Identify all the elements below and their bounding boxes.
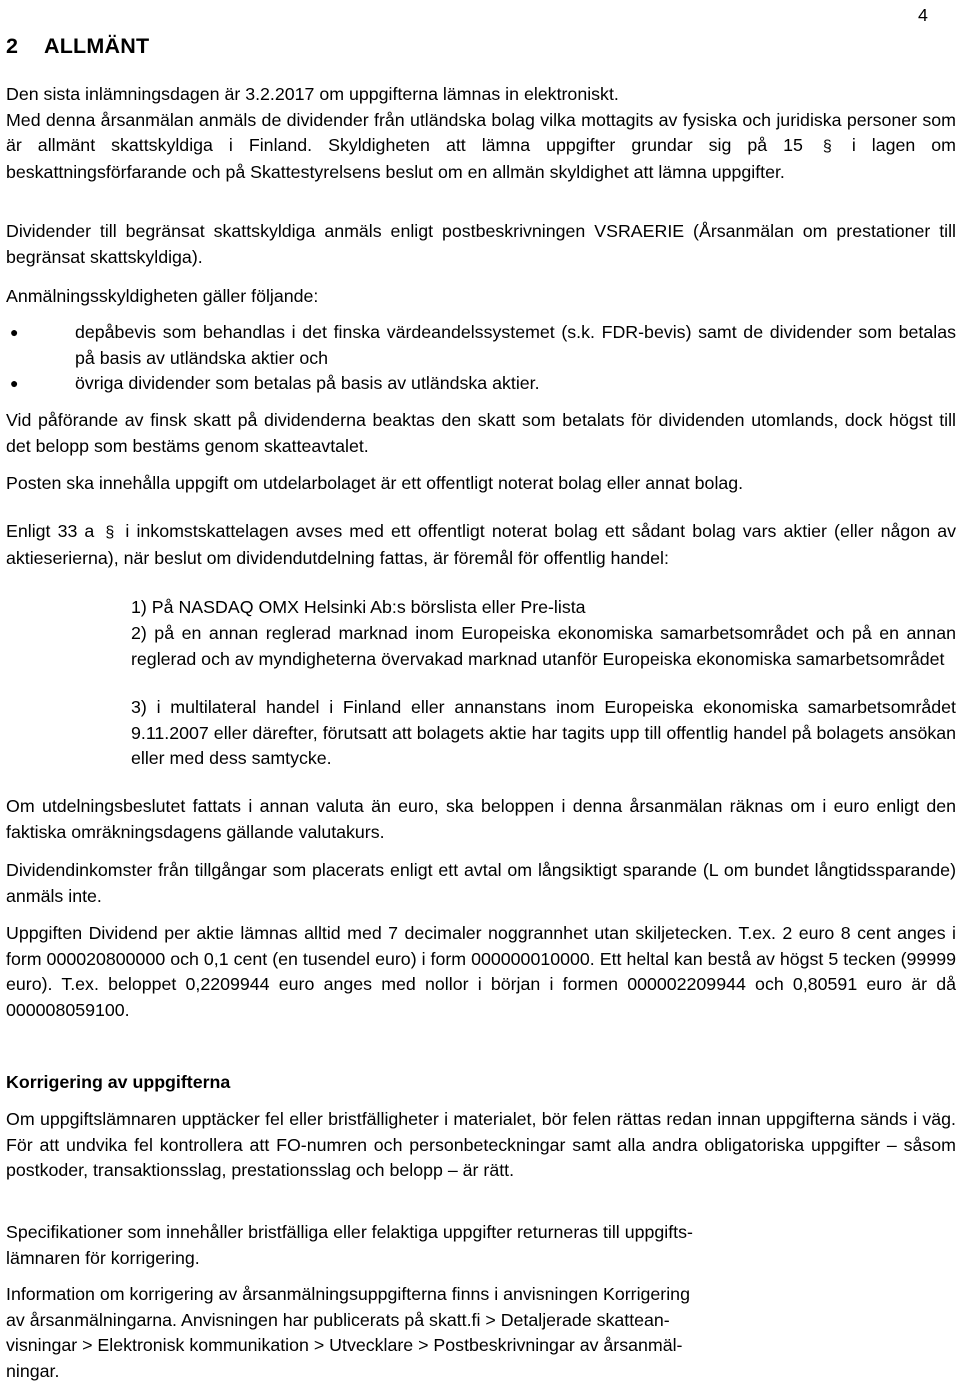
subheading-korrigering: Korrigering av uppgifterna — [6, 1072, 231, 1092]
page-number: 4 — [918, 5, 928, 25]
paragraph-dividend-per-aktie: Uppgiften Dividend per aktie lämnas alltid med 7 decimaler noggrannhet utan skiljetecken. T.ex. 2 euro 8 cent anges i form 000020800000 och 0,1 cent (en tusendel euro) i form 000000010000. Ett heltal kan bestå av högst 5 tecken (99999 euro). T.ex. beloppet 0,2209944 euro anges med nollor i början i formen 000002209944 och 0,80591 euro är då 000008059100. — [6, 923, 956, 1020]
paragraph-skatteavtal: Vid påförande av finsk skatt på dividenderna beaktas den skatt som betalats för dividenden utomlands, dock högst till det belopp som bestäms genom skatteavtalet. — [6, 410, 956, 456]
paragraph-posten: Posten ska innehålla uppgift om utdelarbolaget är ett offentligt noterat bolag eller annat bolag. — [6, 473, 744, 493]
obligation-bullet-list — [6, 320, 956, 397]
paragraph-inkomstskattelagen: Enligt 33 a § i inkomstskattelagen avses med ett offentligt noterat bolag ett sådant bolag vars aktier (eller någon av aktieserierna), när beslut om dividendutdelning fattas, är föremål för offentlig handel: — [6, 521, 956, 568]
enum-item: 1) På NASDAQ OMX Helsinki Ab:s börslista eller Pre-lista — [131, 597, 586, 617]
paragraph-langtidssparande: Dividendinkomster från tillgångar som placerats enligt ett avtal om långsiktigt sparande (L om bundet långtidssparande) anmäls inte. — [6, 860, 956, 906]
paragraph-dividender: Dividender till begränsat skattskyldiga anmäls enligt postbeskrivningen VSRAERIE (Årsanmälan om prestationer till begränsat skattskyldiga). — [6, 221, 956, 267]
paragraph-valuta: Om utdelningsbeslutet fattats i annan valuta än euro, ska beloppen i denna årsanmälan räknas om i euro enligt den faktiska omräkningsdagens gällande valutakurs. — [6, 796, 956, 842]
paragraph-information: Information om korrigering av årsanmälningsuppgifterna finns i anvisningen Korrigering av årsanmälningarna. Anvisningen har publicerats på skatt.fi > Detaljerade skattean- visningar > Elektronisk kommunikation > Utvecklare > Postbeskrivningar av årsanmäl- ningar. — [6, 1284, 690, 1381]
section-heading — [6, 34, 149, 60]
rule-glyph-bullet: ● — [10, 324, 19, 340]
deadline-line: Den sista inlämningsdagen är 3.2.2017 om uppgifterna lämnas in elektroniskt. — [6, 84, 619, 104]
rule-glyph-bullet: ● — [10, 375, 19, 391]
list-item: ● övriga dividender som betalas på basis av utländska aktier. — [6, 371, 956, 397]
intro-paragraph — [6, 82, 956, 185]
enum-item: 2) på en annan reglerad marknad inom Europeiska ekonomiska samarbetsområdet och på en annan reglerad och av myndigheterna övervakad marknad utanför Europeiska ekonomiska samarbetsområdet — [131, 623, 956, 669]
obligation-text: Med denna årsanmälan anmäls de dividender från utländska bolag vilka mottagits av fysiska och juridiska personer som är allmänt skattskyldiga i Finland. Skyldigheten att lämna uppgifter grundar sig på 15 § i lagen om beskattningsförfarande och på Skattestyrelsens beslut om en allmän skyldighet att lämna uppgifter. — [6, 109, 956, 182]
rule-glyph-section: § — [822, 138, 832, 155]
paragraph-anmalningsskyldighet: Anmälningsskyldigheten gäller följande: — [6, 286, 319, 306]
paragraph-specifikationer: Specifikationer som innehåller bristfälliga eller felaktiga uppgifter returneras till uppgifts- lämnaren för korrigering. — [6, 1222, 693, 1268]
rule-glyph-section: § — [105, 524, 115, 541]
list-item: ● depåbevis som behandlas i det finska värdeandelssystemet (s.k. FDR-bevis) samt de dividender som betalas på basis av utländska aktier och — [10, 322, 956, 368]
section-title: ALLMÄNT — [44, 34, 150, 58]
section-number: 2 — [6, 34, 19, 58]
paragraph-korrigering: Om uppgiftslämnaren upptäcker fel eller bristfälligheter i materialet, bör felen rättas redan innan uppgifterna sänds i väg. För att undvika fel kontrollera att FO-numren och personbeteckningar samt alla andra obligatoriska uppgifter – såsom postkoder, transaktionsslag, prestationsslag och belopp – är rätt. — [6, 1109, 956, 1180]
enum-item: 3) i multilateral handel i Finland eller annanstans inom Europeiska ekonomiska samarbetsområdet 9.11.2007 eller därefter, förutsatt att bolagets aktie har tagits upp till offentlig handel på bolagets ansökan eller med dess samtycke. — [131, 697, 956, 768]
